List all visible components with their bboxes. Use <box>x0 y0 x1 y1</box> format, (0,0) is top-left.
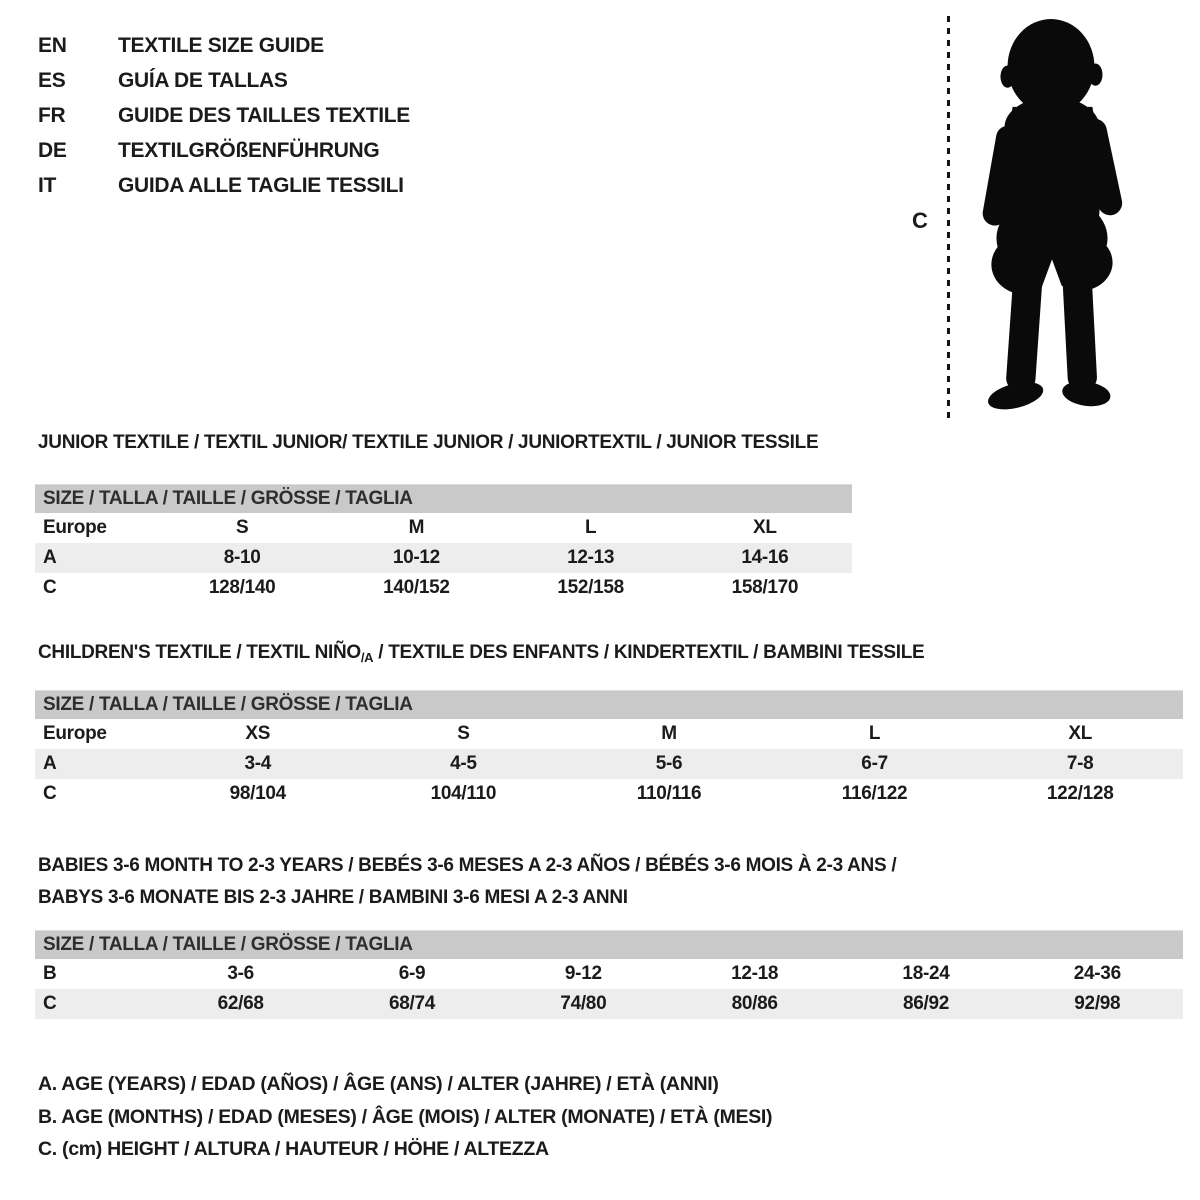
height-cell: 80/86 <box>731 993 778 1014</box>
height-cell: 104/110 <box>430 783 497 804</box>
language-title: TEXTILGRÖßENFÜHRUNG <box>118 138 380 162</box>
height-cell: 62/68 <box>217 993 264 1014</box>
language-row <box>38 28 410 63</box>
age-cell: 5-6 <box>655 753 683 774</box>
toddler-silhouette-icon <box>966 14 1140 418</box>
age-cell: 6-7 <box>861 753 888 774</box>
size-cell: L <box>868 723 881 744</box>
children-size-table <box>35 690 1183 809</box>
height-measure-label: C <box>912 208 928 233</box>
table-row-age <box>35 543 852 573</box>
language-code: ES <box>38 68 66 92</box>
language-title: GUIDA ALLE TAGLIE TESSILI <box>118 173 404 197</box>
language-code: IT <box>38 173 57 197</box>
row-label: Europe <box>43 517 107 538</box>
children-section-title <box>38 642 924 665</box>
height-cell: 98/104 <box>229 783 286 804</box>
age-cell: 9-12 <box>564 963 602 984</box>
children-title-text: / TEXTILE DES ENFANTS / KINDERTEXTIL / BAMBINI TESSILE <box>373 642 925 663</box>
size-cell: S <box>457 723 470 744</box>
age-cell: 3-6 <box>227 963 254 984</box>
row-label: A <box>43 753 57 774</box>
table-row-age-months <box>35 959 1183 989</box>
babies-section-title <box>38 850 896 914</box>
junior-section-title: JUNIOR TEXTILE / TEXTIL JUNIOR/ TEXTILE JUNIOR / JUNIORTEXTIL / JUNIOR TESSILE <box>38 432 819 453</box>
legend-line-c: C. (cm) HEIGHT / ALTURA / HAUTEUR / HÖHE / ALTEZZA <box>38 1138 549 1160</box>
language-code: EN <box>38 33 67 57</box>
height-cell: 158/170 <box>731 577 799 598</box>
age-cell: 8-10 <box>223 547 261 568</box>
height-cell: 86/92 <box>902 993 949 1014</box>
language-row <box>38 168 410 203</box>
height-cell: 122/128 <box>1046 783 1114 804</box>
language-title-list <box>38 28 410 203</box>
row-label: C <box>43 993 57 1014</box>
language-title: GUIDE DES TAILLES TEXTILE <box>118 103 410 127</box>
size-cell: XL <box>1068 723 1093 744</box>
height-cell: 92/98 <box>1074 993 1121 1014</box>
height-cell: 110/116 <box>636 783 702 804</box>
children-title-subscript: /A <box>360 650 374 665</box>
row-label: A <box>43 547 57 568</box>
table-row-europe <box>35 719 1183 749</box>
row-label: B <box>43 963 57 984</box>
language-row <box>38 63 410 98</box>
language-title: GUÍA DE TALLAS <box>118 68 288 92</box>
size-cell: XS <box>245 723 271 744</box>
table-row-height <box>35 573 852 603</box>
babies-title-line2: BABYS 3-6 MONATE BIS 2-3 JAHRE / BAMBINI 3-6 MESI A 2-3 ANNI <box>38 887 628 908</box>
size-cell: M <box>408 517 425 538</box>
age-cell: 10-12 <box>392 547 440 568</box>
table-row-height <box>35 989 1183 1019</box>
language-row <box>38 98 410 133</box>
table-row-europe <box>35 513 852 543</box>
age-cell: 6-9 <box>398 963 426 984</box>
size-header-bar: SIZE / TALLA / TAILLE / GRÖSSE / TAGLIA <box>35 690 1183 719</box>
babies-title-line1: BABIES 3-6 MONTH TO 2-3 YEARS / BEBÉS 3-6 MESES A 2-3 AÑOS / BÉBÉS 3-6 MOIS À 2-3 ANS / <box>38 855 897 876</box>
row-label: C <box>43 577 57 598</box>
age-cell: 24-36 <box>1073 963 1121 984</box>
row-label: C <box>43 783 57 804</box>
legend-block <box>38 1068 772 1166</box>
age-cell: 3-4 <box>244 753 272 774</box>
height-cell: 74/80 <box>560 993 607 1014</box>
language-title: TEXTILE SIZE GUIDE <box>118 33 324 57</box>
language-code: FR <box>38 103 66 127</box>
size-header-bar: SIZE / TALLA / TAILLE / GRÖSSE / TAGLIA <box>35 484 852 513</box>
language-code: DE <box>38 138 67 162</box>
children-title-text: CHILDREN'S TEXTILE / TEXTIL NIÑO <box>38 642 361 663</box>
size-cell: XL <box>753 517 777 538</box>
junior-size-table <box>35 484 852 603</box>
age-cell: 14-16 <box>741 547 789 568</box>
age-cell: 18-24 <box>902 963 950 984</box>
size-cell: S <box>235 517 249 538</box>
height-cell: 116/122 <box>841 783 908 804</box>
age-cell: 12-18 <box>731 963 779 984</box>
legend-line-b: B. AGE (MONTHS) / EDAD (MESES) / ÂGE (MOIS) / ALTER (MONATE) / ETÀ (MESI) <box>38 1105 773 1128</box>
size-cell: M <box>661 723 677 744</box>
height-cell: 140/152 <box>383 577 450 598</box>
table-row-height <box>35 779 1183 809</box>
age-cell: 7-8 <box>1066 753 1094 774</box>
legend-line-a: A. AGE (YEARS) / EDAD (AÑOS) / ÂGE (ANS) / ALTER (JAHRE) / ETÀ (ANNI) <box>38 1073 719 1095</box>
age-cell: 12-13 <box>567 547 615 568</box>
height-cell: 68/74 <box>388 993 436 1014</box>
size-cell: L <box>584 517 597 538</box>
row-label: Europe <box>43 723 107 744</box>
babies-size-table <box>35 930 1183 1019</box>
table-row-age <box>35 749 1183 779</box>
height-measure-dashed-line <box>947 16 950 418</box>
language-row <box>38 133 410 168</box>
height-cell: 128/140 <box>208 577 276 598</box>
height-cell: 152/158 <box>557 577 624 598</box>
age-cell: 4-5 <box>450 753 477 774</box>
size-header-bar: SIZE / TALLA / TAILLE / GRÖSSE / TAGLIA <box>35 930 1183 959</box>
